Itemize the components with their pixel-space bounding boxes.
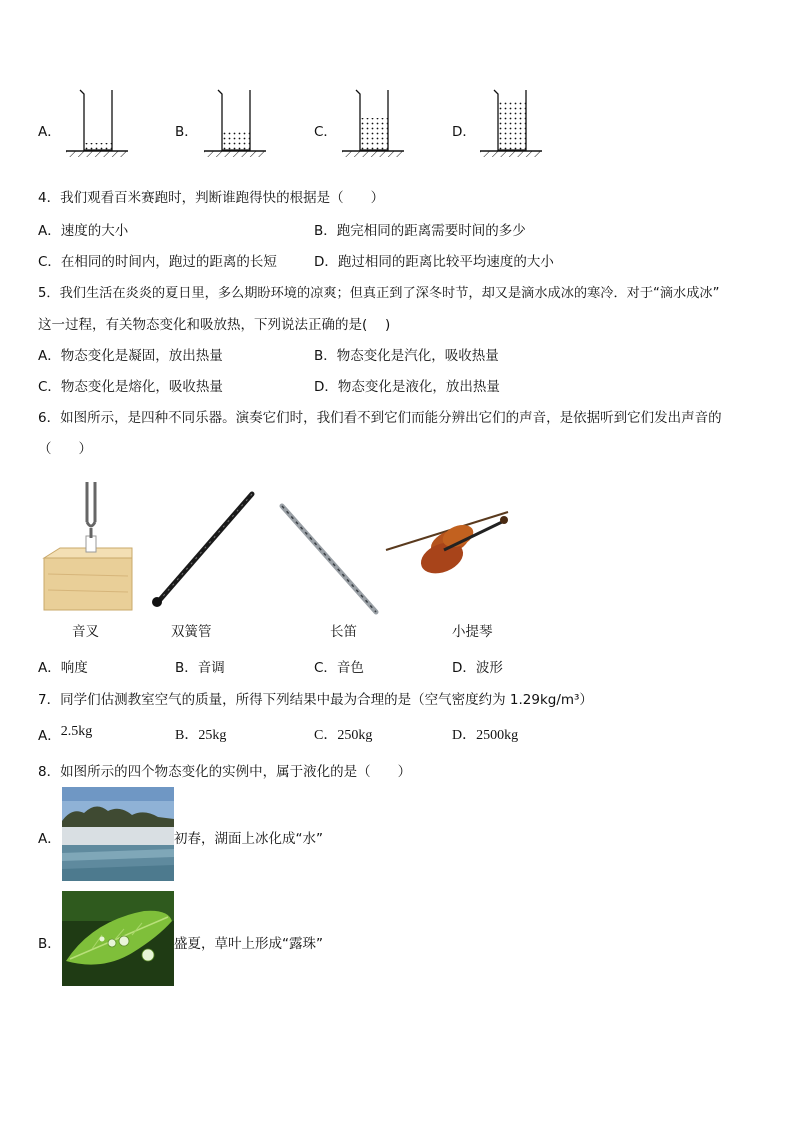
q7-option-d: D．2500kg — [452, 728, 519, 743]
q5-option-c: C．物态变化是熔化，吸收热量 — [38, 379, 223, 395]
beaker-b-liquid — [222, 130, 250, 150]
tuning-fork-image — [40, 478, 136, 614]
q8-option-a-prefix: A． — [38, 831, 61, 847]
dewdrop-leaf-photo — [62, 891, 174, 986]
q7-option-a — [38, 724, 92, 745]
q7-option-a-value: 2.5kg — [60, 724, 93, 739]
q6-option-a: A．响度 — [38, 660, 88, 676]
flute-image — [278, 502, 382, 618]
beaker-b-figure — [202, 86, 268, 160]
q5-option-a: A．物态变化是凝固，放出热量 — [38, 348, 223, 364]
q7-option-c: C．250kg — [314, 728, 373, 743]
q6-stem-line1: 6．如图所示，是四种不同乐器。演奏它们时，我们看不到它们而能分辨出它们的声音，是依据听到它们发出声音的 — [38, 410, 722, 426]
beaker-a-liquid — [84, 143, 112, 150]
q4-stem: 4．我们观看百米赛跑时，判断谁跑得快的根据是（ ） — [38, 190, 385, 206]
q5-stem-line2: 这一过程，有关物态变化和吸放热，下列说法正确的是( ) — [38, 317, 391, 333]
caption-oboe: 双簧管 — [171, 624, 212, 640]
beaker-d-figure — [478, 86, 544, 160]
q6-stem-line2: （ ） — [38, 441, 92, 457]
beaker-c-liquid — [360, 118, 388, 150]
q5-option-d: D．物态变化是液化，放出热量 — [314, 379, 500, 395]
q4-option-c: C．在相同的时间内，跑过的距离的长短 — [38, 254, 277, 270]
q4-option-d: D．跑过相同的距离比较平均速度的大小 — [314, 254, 554, 270]
q7-option-b: B．25kg — [175, 728, 227, 743]
oboe-image — [148, 490, 258, 610]
q3-option-a-label: A． — [38, 124, 61, 140]
q8-option-a-text: 初春，湖面上冰化成“水” — [174, 831, 323, 847]
caption-violin: 小提琴 — [452, 624, 493, 640]
q3-option-b-label: B． — [175, 124, 198, 140]
q7-option-a-prefix: A． — [38, 728, 61, 744]
frozen-lake-photo — [62, 787, 174, 881]
q8-option-b-text: 盛夏，草叶上形成“露珠” — [174, 936, 323, 952]
q6-option-c: C．音色 — [314, 660, 364, 676]
violin-image — [384, 506, 512, 586]
q6-option-b: B．音调 — [175, 660, 225, 676]
q4-option-a: A．速度的大小 — [38, 223, 129, 239]
caption-flute: 长笛 — [330, 624, 357, 640]
q3-option-d-label: D． — [452, 124, 476, 140]
beaker-c-figure — [340, 86, 406, 160]
beaker-d-liquid — [498, 101, 526, 150]
beaker-a-figure — [64, 86, 130, 160]
q8-stem: 8．如图所示的四个物态变化的实例中，属于液化的是（ ） — [38, 764, 412, 780]
q5-option-b: B．物态变化是汽化，吸收热量 — [314, 348, 499, 364]
caption-tuning-fork: 音叉 — [72, 624, 99, 640]
q8-option-b-prefix: B． — [38, 936, 61, 952]
q5-stem-line1: 5．我们生活在炎炎的夏日里，多么期盼环境的凉爽；但真正到了深冬时节，却又是滴水成冰的寒冷．对于“滴水成冰” — [38, 286, 720, 301]
q3-option-c-label: C． — [314, 124, 337, 140]
q4-option-b: B．跑完相同的距离需要时间的多少 — [314, 223, 526, 239]
q6-option-d: D．波形 — [452, 660, 503, 676]
q7-stem: 7．同学们估测教室空气的质量，所得下列结果中最为合理的是（空气密度约为 1.29kg/m³） — [38, 692, 593, 708]
